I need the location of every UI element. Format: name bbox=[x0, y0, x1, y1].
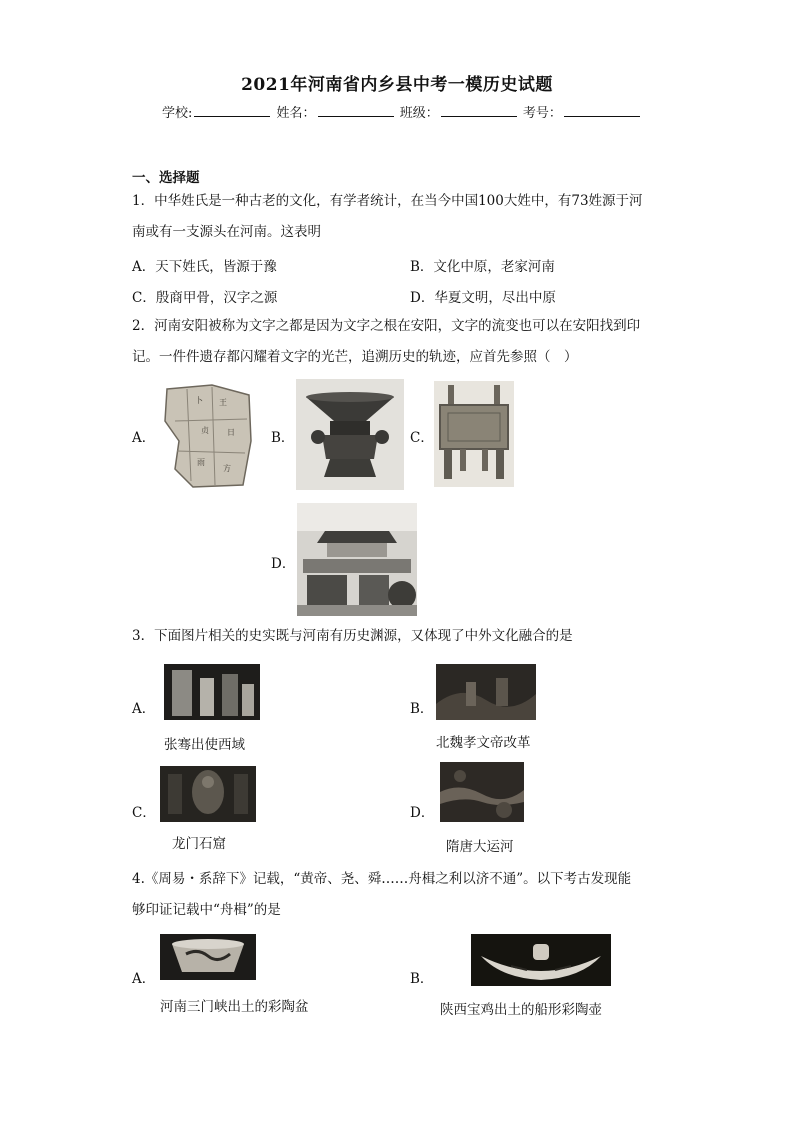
q3-stem-line1: 3．下面图片相关的史实既与河南有历史渊源，又体现了中外文化融合的是 bbox=[132, 628, 573, 644]
q3-option-d-label[interactable]: D． bbox=[410, 805, 435, 821]
q4-caption-b: 陕西宝鸡出土的船形彩陶壶 bbox=[440, 1002, 602, 1018]
number-label: 考号： bbox=[522, 106, 562, 121]
q1-option-b[interactable]: B．文化中原，老家河南 bbox=[410, 259, 555, 275]
xiaowen-reform-image[interactable] bbox=[436, 664, 536, 720]
q4-option-a-label[interactable]: A． bbox=[132, 971, 156, 987]
svg-text:日: 日 bbox=[227, 428, 235, 437]
q1-option-d[interactable]: D．华夏文明，尽出中原 bbox=[410, 290, 556, 306]
longmen-grottoes-image[interactable] bbox=[160, 766, 256, 822]
q1-option-c[interactable]: C．殷商甲骨，汉字之源 bbox=[132, 290, 278, 306]
number-blank[interactable] bbox=[564, 104, 640, 117]
museum-building-image[interactable] bbox=[297, 503, 417, 616]
q2-option-c-label[interactable]: C． bbox=[410, 430, 434, 446]
q4-caption-a: 河南三门峡出土的彩陶盆 bbox=[160, 999, 309, 1015]
q2-stem-line1: 2．河南安阳被称为文字之都是因为文字之根在安阳，文字的流变也可以在安阳找到印 bbox=[132, 318, 641, 334]
student-info-line bbox=[162, 102, 642, 121]
zhang-qian-image[interactable] bbox=[164, 664, 260, 720]
q2-stem-line2: 记。一件件遗存都闪耀着文字的光芒，追溯历史的轨迹，应首先参照（ ） bbox=[132, 349, 578, 365]
page-title: 2021年河南省内乡县中考一模历史试题 bbox=[241, 75, 553, 95]
bronze-zun-image[interactable] bbox=[296, 379, 404, 490]
q1-stem-line1: 1．中华姓氏是一种古老的文化，有学者统计，在当今中国100大姓中，有73姓源于河 bbox=[132, 193, 643, 209]
grand-canal-image[interactable] bbox=[440, 762, 524, 822]
class-blank[interactable] bbox=[441, 104, 517, 117]
bronze-ding-image[interactable] bbox=[434, 381, 514, 487]
q3-option-b-label[interactable]: B． bbox=[410, 701, 434, 717]
svg-text:王: 王 bbox=[219, 398, 227, 407]
school-label: 学校: bbox=[162, 106, 193, 121]
q3-option-c-label[interactable]: C． bbox=[132, 805, 156, 821]
boat-shaped-pot-image[interactable] bbox=[471, 934, 611, 986]
oracle-bone-image[interactable] bbox=[157, 381, 255, 491]
name-label: 姓名： bbox=[276, 106, 316, 121]
painted-pottery-basin-image[interactable] bbox=[160, 934, 256, 980]
q3-option-a-label[interactable]: A． bbox=[132, 701, 156, 717]
class-label: 班级： bbox=[399, 106, 439, 121]
q3-caption-a: 张骞出使西域 bbox=[164, 737, 245, 753]
name-blank[interactable] bbox=[318, 104, 394, 117]
q2-option-b-label[interactable]: B． bbox=[271, 430, 295, 446]
q4-stem-line1: 4.《周易・系辞下》记载，“黄帝、尧、舜……舟楫之利以济不通”。以下考古发现能 bbox=[132, 871, 632, 887]
svg-text:卜: 卜 bbox=[195, 396, 203, 405]
svg-text:方: 方 bbox=[223, 464, 231, 473]
q1-option-a[interactable]: A．天下姓氏，皆源于豫 bbox=[132, 259, 277, 275]
q2-option-d-label[interactable]: D． bbox=[271, 556, 296, 572]
svg-text:雨: 雨 bbox=[197, 458, 205, 467]
q1-stem-line2: 南或有一支源头在河南。这表明 bbox=[132, 224, 321, 240]
school-blank[interactable] bbox=[194, 104, 270, 117]
section-heading: 一、选择题 bbox=[132, 170, 200, 186]
q4-option-b-label[interactable]: B． bbox=[410, 971, 434, 987]
q3-caption-d: 隋唐大运河 bbox=[446, 839, 514, 855]
q2-option-a-label[interactable]: A． bbox=[132, 430, 156, 446]
svg-text:贞: 贞 bbox=[201, 426, 209, 435]
q4-stem-line2: 够印证记载中“舟楫”的是 bbox=[132, 902, 281, 918]
q3-caption-c: 龙门石窟 bbox=[172, 836, 226, 852]
q3-caption-b: 北魏孝文帝改革 bbox=[436, 735, 531, 751]
